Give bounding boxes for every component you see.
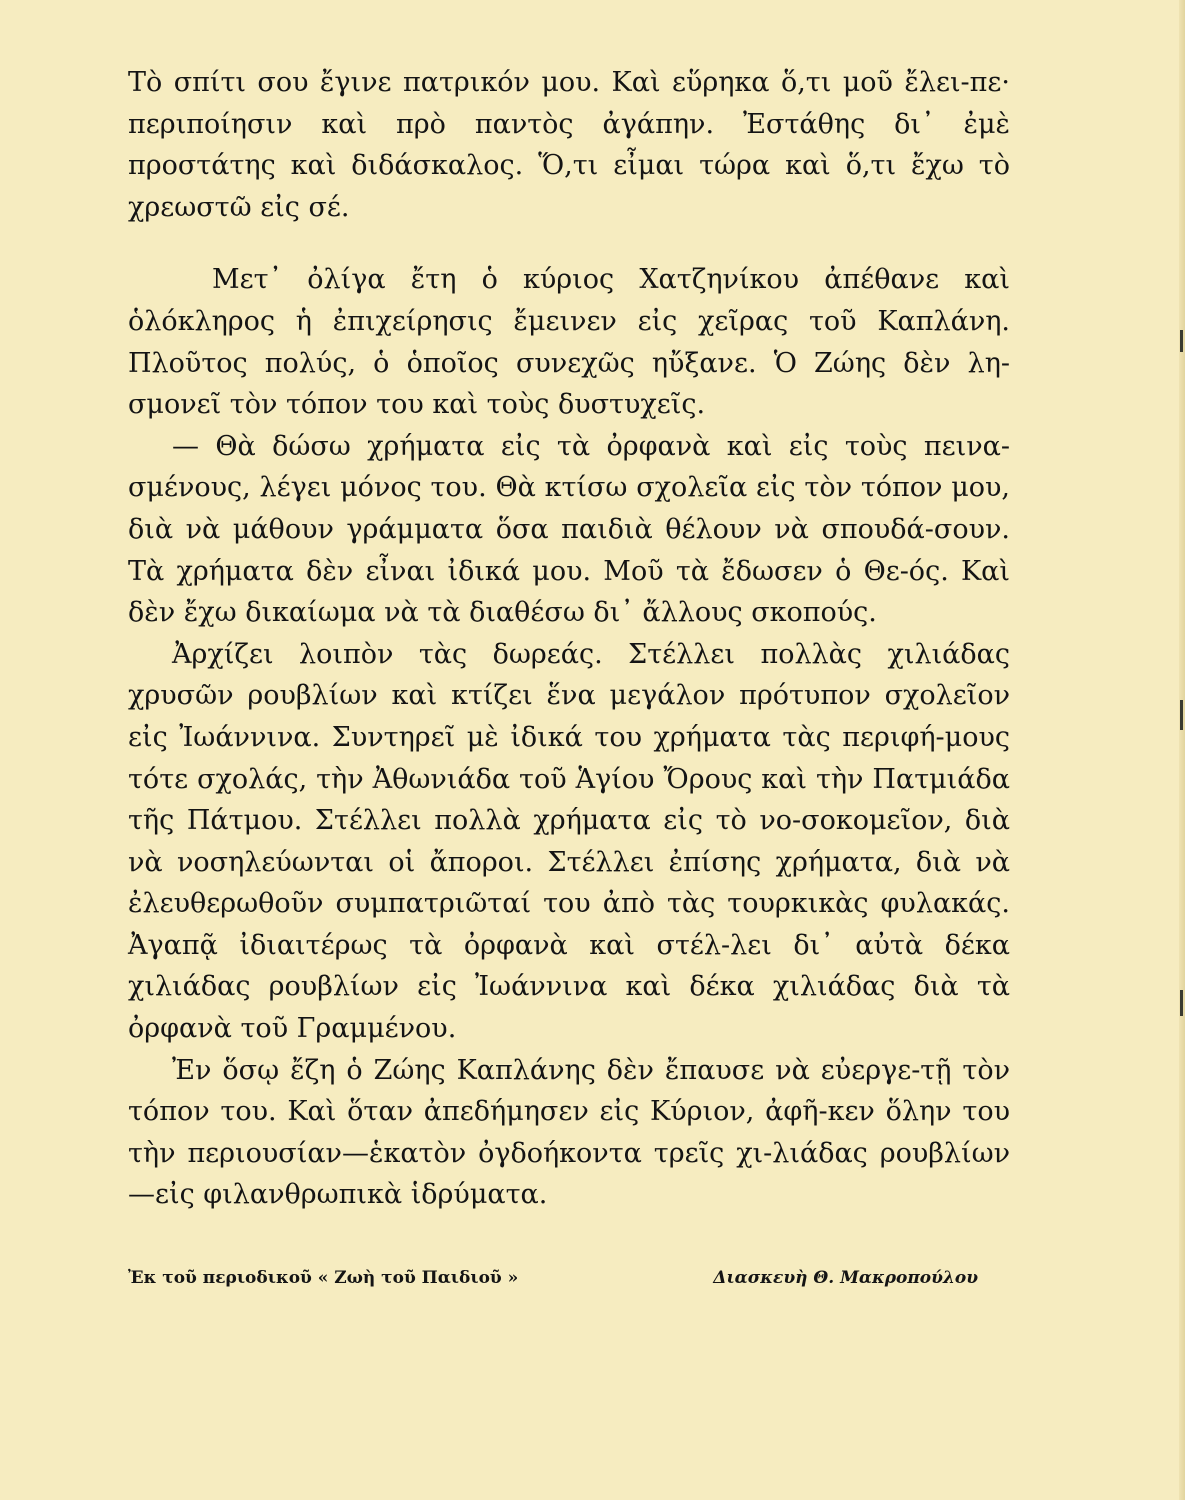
edge-mark [1180, 330, 1183, 352]
body-text [128, 62, 1010, 1216]
footnote [128, 1268, 978, 1294]
page-edge [1179, 0, 1185, 1500]
paragraph-4: Ἀρχίζει λοιπὸν τὰς δωρεάς. Στέλλει πολλὰς χιλιάδας χρυσῶν ρουβλίων καὶ κτίζει ἕνα μεγάλον πρότυπον σχολεῖον εἰς Ἰωάννινα. Συντηρεῖ μὲ ἰδικά του χρήματα τὰς περιφή-μους τότε σχολάς, τὴν Ἀθωνιάδα τοῦ Ἁγίου Ὄρους καὶ τὴν Πατμιάδα τῆς Πάτμου. Στέλλει πολλὰ χρήματα εἰς τὸ νο-σοκομεῖον, διὰ νὰ νοσηλεύωνται οἱ ἄποροι. Στέλλει ἐπίσης χρήματα, διὰ νὰ ἐλευθερωθοῦν συμπατριῶταί του ἀπὸ τὰς τουρκικὰς φυλακάς. Ἀγαπᾷ ἰδιαιτέρως τὰ ὀρφανὰ καὶ στέλ-λει δι᾽ αὐτὰ δέκα χιλιάδας ρουβλίων εἰς Ἰωάννινα καὶ δέκα χιλιάδας διὰ τὰ ὀρφανὰ τοῦ Γραμμένου. [128, 638, 1010, 1045]
paragraph-2: Μετ᾽ ὀλίγα ἔτη ὁ κύριος Χατζηνίκου ἀπέθανε καὶ ὁλόκληρος ἡ ἐπιχείρησις ἔμεινεν εἰς χεῖρας τοῦ Καπλάνη. Πλοῦτος πολύς, ὁ ὁποῖος συνεχῶς ηὔξανε. Ὁ Ζώης δὲν λη-σμονεῖ τὸν τόπον του καὶ τοὺς δυστυχεῖς. [128, 264, 1010, 421]
edge-mark [1180, 990, 1183, 1016]
footnote-source: Ἐκ τοῦ περιοδικοῦ « Ζωὴ τοῦ Παιδιοῦ » [128, 1268, 519, 1288]
edge-mark [1180, 700, 1183, 730]
paragraph-1: Τὸ σπίτι σου ἔγινε πατρικόν μου. Καὶ εὕρηκα ὅ,τι μοῦ ἔλει-πε· περιποίησιν καὶ πρὸ παντὸς ἀγάπην. Ἐστάθης δι᾽ ἐμὲ προστάτης καὶ διδάσκαλος. Ὅ,τι εἶμαι τώρα καὶ ὅ,τι ἔχω τὸ χρεωστῶ εἰς σέ. [128, 67, 1010, 223]
footnote-credit: Διασκευὴ Θ. Μακροπούλου [713, 1268, 978, 1288]
paragraph-5: Ἐν ὅσῳ ἔζη ὁ Ζώης Καπλάνης δὲν ἔπαυσε νὰ εὐεργε-τῇ τὸν τόπον του. Καὶ ὅταν ἀπεδήμησεν εἰς Κύριον, ἀφῆ-κεν ὅλην του τὴν περιουσίαν—ἑκατὸν ὀγδοήκοντα τρεῖς χι-λιάδας ρουβλίων—εἰς φιλανθρωπικὰ ἱδρύματα. [128, 1054, 1010, 1211]
paragraph-3: — Θὰ δώσω χρήματα εἰς τὰ ὀρφανὰ καὶ εἰς τοὺς πεινα-σμένους, λέγει μόνος του. Θὰ κτίσω σχολεῖα εἰς τὸν τόπον μου, διὰ νὰ μάθουν γράμματα ὅσα παιδιὰ θέλουν νὰ σπουδά-σουν. Τὰ χρήματα δὲν εἶναι ἰδικά μου. Μοῦ τὰ ἔδωσεν ὁ Θε-ός. Καὶ δὲν ἔχω δικαίωμα νὰ τὰ διαθέσω δι᾽ ἄλλους σκοπούς. [128, 430, 1010, 629]
